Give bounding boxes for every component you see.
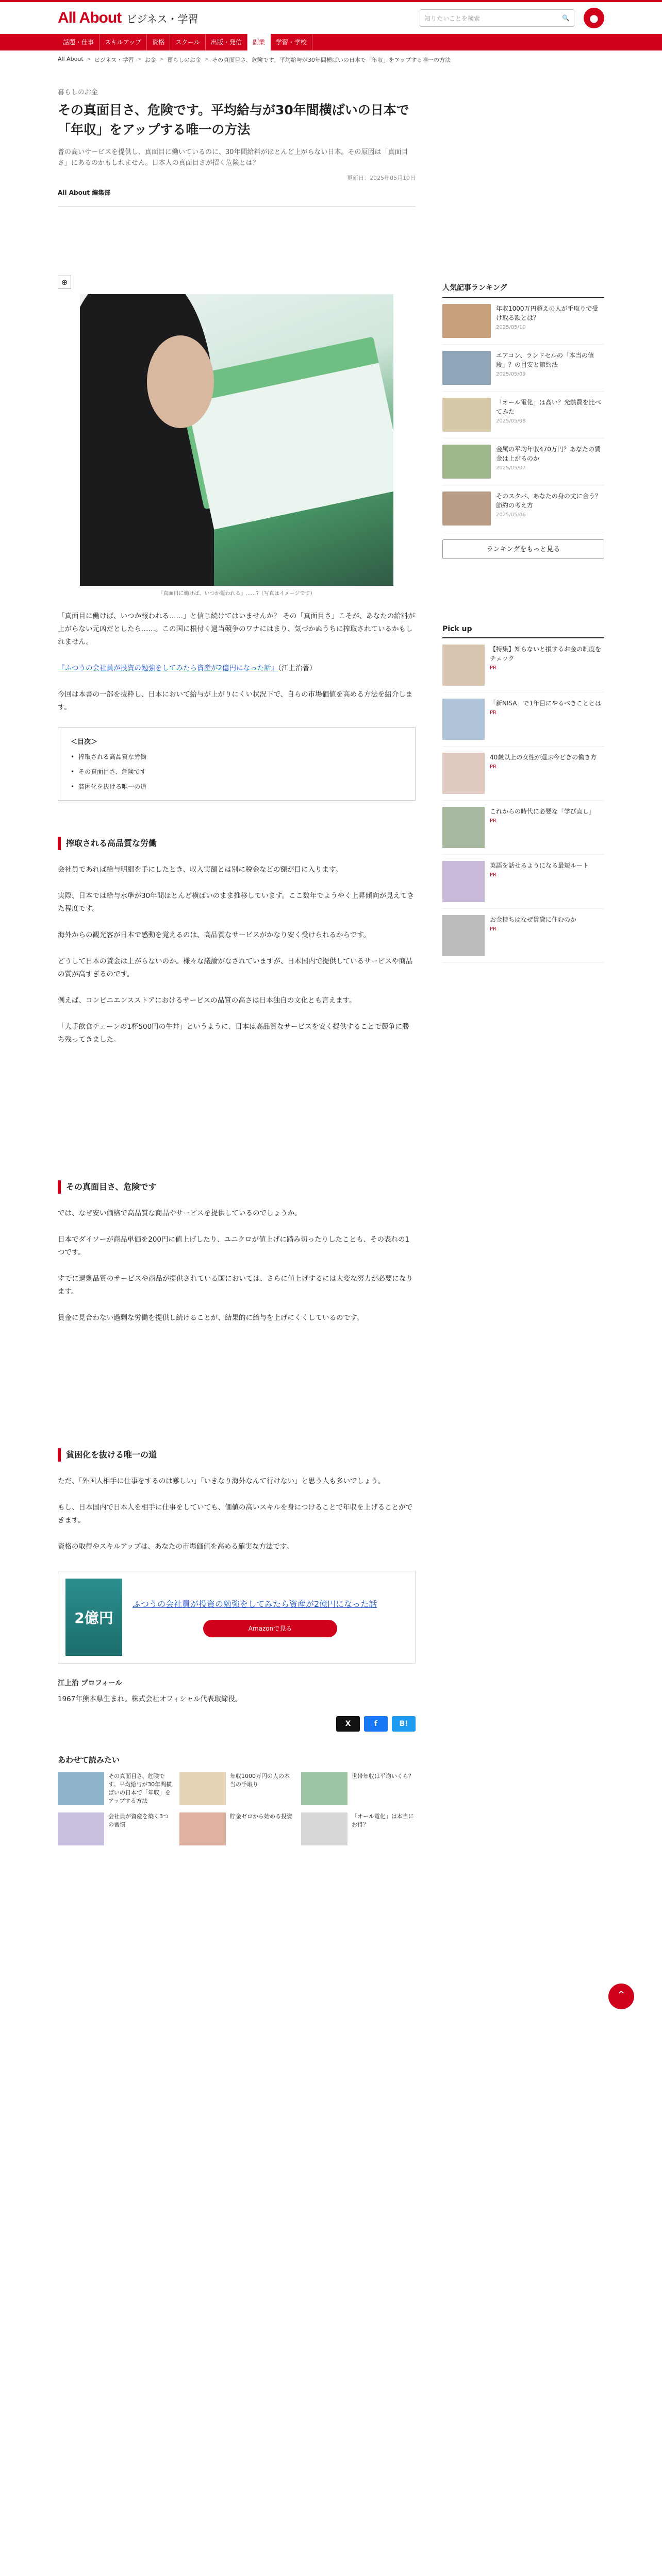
article-date: 更新日：2025年05月10日: [346, 175, 416, 181]
ranking-title-text[interactable]: 「オール電化」は高い？光熱費を比べてみた: [495, 399, 601, 415]
toc-item[interactable]: • その真面目さ、危険です: [71, 767, 403, 776]
ranking-thumbnail[interactable]: [442, 492, 491, 526]
ranking-text-wrap: [496, 492, 604, 526]
related-card[interactable]: [301, 1772, 416, 1805]
search-placeholder: 知りたいことを検索: [424, 14, 481, 22]
divider: [58, 206, 416, 207]
pickup-thumbnail[interactable]: [442, 861, 485, 902]
pickup-thumbnail[interactable]: [442, 645, 485, 686]
nav-item[interactable]: 副業: [247, 34, 271, 50]
pickup-thumbnail[interactable]: [442, 807, 485, 848]
related-card[interactable]: [179, 1772, 294, 1805]
pr-badge: PR: [489, 764, 496, 770]
table-of-contents: [58, 727, 416, 801]
related-card[interactable]: [301, 1812, 416, 1845]
related-thumbnail[interactable]: [301, 1812, 347, 1845]
ranking-thumbnail[interactable]: [442, 445, 491, 479]
pickup-text-wrap: [490, 753, 597, 794]
hero-hand: [147, 335, 214, 428]
related-text[interactable]: 世帯年収は平均いくら？: [351, 1773, 414, 1780]
profile-text: 1967年熊本県生まれ。株式会社オフィシャル代表取締役。: [58, 1695, 242, 1703]
book-link[interactable]: 『ふつうの会社員が投資の勉強をしてみたら資産が2億円になった話』: [58, 664, 278, 672]
related-thumbnail[interactable]: [58, 1812, 104, 1845]
related-text[interactable]: 会社員が資産を築く3つの習慣: [108, 1813, 169, 1828]
ranking-date: 2025/05/09: [495, 371, 526, 377]
pr-badge: PR: [489, 872, 496, 878]
nav-item[interactable]: スキルアップ: [100, 34, 147, 50]
sidebar: [442, 69, 604, 1845]
breadcrumb-item[interactable]: 暮らしのお金: [167, 57, 201, 63]
ranking-item[interactable]: [442, 345, 604, 392]
section-paragraph: ただ、「外国人相手に仕事をするのは難しい」「いきなり海外なんて行けない」と思う人も多いでしょう。: [58, 1477, 385, 1485]
book-banner[interactable]: [58, 1571, 416, 1664]
article-category[interactable]: 暮らしのお金: [58, 89, 98, 96]
toc-title: ＜目次＞: [71, 738, 98, 746]
section-paragraph: 「大手飲食チェーンの1杯500円の牛丼」というように、日本は高品質なサービスを安く提供することで競争に勝ち残ってきました。: [58, 1023, 409, 1044]
hatena-share-icon[interactable]: B!: [392, 1716, 416, 1732]
nav-item[interactable]: 出版・発信: [206, 34, 247, 50]
breadcrumb: [0, 50, 662, 69]
pickup-text[interactable]: 「新NISA」で1年目にやるべきこととは: [489, 700, 602, 707]
search-input[interactable]: [420, 9, 574, 27]
source-paragraph: [58, 662, 416, 675]
breadcrumb-item[interactable]: お金: [144, 57, 156, 63]
pickup-title: Pick up: [442, 625, 604, 638]
pickup-text[interactable]: 40歳以上の女性が選ぶ今どきの働き方: [489, 754, 597, 761]
ranking-title-text[interactable]: 金属の平均年収470万円？あなたの賃金は上がるのか: [495, 446, 601, 462]
pickup-item[interactable]: [442, 692, 604, 747]
related-text[interactable]: 年収1000万円の人の本当の手取り: [229, 1773, 290, 1788]
facebook-share-icon[interactable]: f: [364, 1716, 388, 1732]
section-paragraph: 実際、日本では給与水準が30年間ほとんど横ばいのまま推移しています。ここ数年でようやく上昇傾向が見えてきた程度です。: [58, 892, 415, 913]
ranking-thumbnail[interactable]: [442, 304, 491, 338]
intro-paragraph: 「真面目に働けば、いつか報われる……」と信じ続けてはいませんか？ その「真面目さ」こそが、あなたの給料が上がらない元凶だとしたら……。この国に根付く過当競争のワナにはまり、気づかぬうちに搾取されているかもしれません。: [58, 612, 415, 646]
ranking-title-text[interactable]: 年収1000万円超えの人が手取りで受け取る額とは？: [495, 305, 599, 321]
related-thumbnail[interactable]: [179, 1772, 226, 1805]
ranking-text-wrap: [496, 351, 604, 385]
pickup-thumbnail[interactable]: [442, 753, 485, 794]
section-paragraph: 資格の取得やスキルアップは、あなたの市場価値を高める確実な方法です。: [58, 1543, 293, 1551]
section-paragraph: では、なぜ安い価格で高品質な商品やサービスを提供しているのでしょうか。: [58, 1209, 302, 1217]
toc-item[interactable]: • 貧困化を抜ける唯一の道: [71, 782, 403, 791]
ranking-item[interactable]: [442, 298, 604, 345]
pickup-item[interactable]: [442, 747, 604, 801]
ranking-item[interactable]: [442, 485, 604, 532]
section-paragraph: もし、日本国内で日本人を相手に仕事をしていても、価値の高いスキルを身につけることで年収を上げることができます。: [58, 1503, 413, 1524]
section-paragraph: 会社員であれば給与明細を手にしたとき、収入実額とは別に税金などの額が目に入ります。: [58, 866, 342, 874]
article-title: その真面目さ、危険です。平均給与が30年間横ばいの日本で「年収」をアップする唯一の方法: [58, 103, 409, 137]
breadcrumb-item[interactable]: ビジネス・学習: [94, 57, 134, 63]
ranking-title: 人気記事ランキング: [442, 282, 604, 298]
intro-paragraph-2: 今回は本書の一部を抜粋し、日本において給与が上がりにくい状況下で、自らの市場価値を高める方法を紹介します。: [58, 690, 413, 711]
section-heading: 搾取される高品質な労働: [58, 837, 416, 850]
user-icon[interactable]: ●: [584, 8, 604, 28]
pr-badge: PR: [489, 926, 496, 932]
ranking-more-button[interactable]: ランキングをもっと見る: [442, 539, 604, 559]
pickup-text[interactable]: 【特集】知らないと損するお金の制度をチェック: [489, 646, 601, 662]
site-logo[interactable]: All About: [58, 9, 122, 26]
ranking-text-wrap: [496, 398, 604, 432]
ranking-date: 2025/05/06: [495, 512, 526, 518]
ranking-date: 2025/05/08: [495, 418, 526, 424]
pickup-thumbnail[interactable]: [442, 915, 485, 956]
x-share-icon[interactable]: X: [336, 1716, 360, 1732]
pr-badge: PR: [489, 665, 496, 671]
related-title: あわせて読みたい: [58, 1755, 120, 1765]
breadcrumb-separator: >: [137, 56, 142, 62]
category-nav: [0, 34, 662, 50]
article-author[interactable]: All About 編集部: [58, 189, 111, 196]
breadcrumb-item: その真面目さ、危険です。平均給与が30年間横ばいの日本で「年収」をアップする唯一の方法: [212, 57, 451, 63]
pickup-text[interactable]: これからの時代に必要な「学び直し」: [489, 808, 595, 815]
ranking-item[interactable]: [442, 438, 604, 485]
nav-item[interactable]: 話題・仕事: [58, 34, 100, 50]
breadcrumb-separator: >: [159, 56, 164, 62]
related-text[interactable]: その真面目さ、危険です。平均給与が30年間横ばいの日本で「年収」をアップする方法: [108, 1773, 172, 1804]
related-text[interactable]: 「オール電化」は本当にお得？: [351, 1813, 414, 1828]
nav-item[interactable]: 資格: [147, 34, 170, 50]
related-card[interactable]: [58, 1812, 172, 1845]
pickup-item[interactable]: [442, 638, 604, 692]
pickup-text-wrap: [490, 807, 595, 848]
ranking-date: 2025/05/07: [495, 465, 526, 471]
ranking-text-wrap: [496, 304, 604, 338]
ranking-title-text[interactable]: そのスタバ、あなたの身の丈に合う？節約の考え方: [495, 493, 601, 509]
image-caption: 『真面目に働けば、いつか報われる』……?（写真はイメージです）: [158, 591, 316, 597]
book-banner-title[interactable]: ふつうの会社員が投資の勉強をしてみたら資産が2億円になった話: [133, 1599, 377, 1609]
section-paragraph: 海外からの観光客が日本で感動を覚えるのは、高品質なサービスがかなり安く受けられるからです。: [58, 931, 371, 939]
section-paragraph: 賃金に見合わない過剰な労働を提供し続けることが、結果的に給与を上げにくくしているのです。: [58, 1314, 363, 1322]
pickup-thumbnail[interactable]: [442, 699, 485, 740]
ranking-date: 2025/05/10: [495, 325, 526, 330]
related-text[interactable]: 貯金ゼロから始める投資: [229, 1813, 292, 1820]
related-thumbnail[interactable]: [301, 1772, 347, 1805]
article-lead: 普の高いサービスを提供し、真面目に働いているのに、30年間給料がほとんど上がらない日本。その原因は「真面目さ」にあるのかもしれません。日本人の真面目さが招く危険とは？: [58, 148, 408, 167]
breadcrumb-separator: >: [86, 56, 91, 62]
profile-title: 江上治 プロフィール: [58, 1679, 122, 1687]
zoom-icon[interactable]: ⊕: [58, 276, 71, 289]
pickup-item[interactable]: [442, 855, 604, 909]
pickup-text-wrap: [490, 915, 576, 956]
site-section-name[interactable]: ビジネス・学習: [126, 12, 198, 25]
ranking-text-wrap: [496, 445, 604, 479]
nav-item[interactable]: スクール: [170, 34, 206, 50]
pickup-text-wrap: [490, 645, 604, 686]
book-link-suffix: （江上治著）: [278, 664, 317, 672]
ranking-thumbnail[interactable]: [442, 398, 491, 432]
section-paragraph: 日本でダイソーが商品単価を200円に値上げしたり、ユニクロが値上げに踏み切ったりしたことも、その表れの1つです。: [58, 1235, 410, 1257]
breadcrumb-separator: >: [204, 56, 209, 62]
search-icon[interactable]: 🔍: [562, 14, 570, 22]
section-heading: その真面目さ、危険です: [58, 1180, 416, 1194]
related-thumbnail[interactable]: [58, 1772, 104, 1805]
hero-image: [80, 294, 393, 586]
pickup-item[interactable]: [442, 801, 604, 855]
ranking-thumbnail[interactable]: [442, 351, 491, 385]
pr-badge: PR: [489, 818, 496, 824]
ranking-title-text[interactable]: エアコン、ランドセルの「本当の値段」？の目安と節約法: [495, 352, 594, 368]
share-bar: [58, 1716, 416, 1732]
ranking-item[interactable]: [442, 392, 604, 438]
section-paragraph: すでに過剰品質のサービスや商品が提供されている国においては、さらに値上げするには大変な努力が必要になります。: [58, 1275, 413, 1296]
pickup-text-wrap: [490, 861, 589, 902]
amazon-button[interactable]: Amazonで見る: [203, 1620, 337, 1637]
nav-item[interactable]: 学習・学校: [271, 34, 312, 50]
toc-item[interactable]: • 搾取される高品質な労働: [71, 752, 403, 761]
related-card[interactable]: [58, 1772, 172, 1805]
site-header: [0, 2, 662, 34]
breadcrumb-item[interactable]: All About: [58, 56, 84, 62]
book-cover[interactable]: 2億円: [65, 1579, 122, 1656]
pickup-text[interactable]: 英語を話せるようになる最短ルート: [489, 862, 589, 869]
pickup-text[interactable]: お金持ちはなぜ賃貸に住むのか: [489, 916, 576, 923]
section-heading: 貧困化を抜ける唯一の道: [58, 1448, 416, 1462]
pickup-text-wrap: [490, 699, 601, 740]
section-paragraph: 例えば、コンビニエンスストアにおけるサービスの品質の高さは日本独自の文化とも言えます。: [58, 996, 356, 1005]
related-thumbnail[interactable]: [179, 1812, 226, 1845]
article-main: [58, 69, 416, 1845]
section-paragraph: どうして日本の賃金は上がらないのか。様々な議論がなされていますが、日本国内で提供しているサービスや商品の質が高すぎるのです。: [58, 957, 413, 978]
pr-badge: PR: [489, 710, 496, 716]
related-articles: [58, 1754, 416, 1845]
scroll-top-button[interactable]: ⌃: [608, 1984, 634, 2009]
pickup-item[interactable]: [442, 909, 604, 963]
related-card[interactable]: [179, 1812, 294, 1845]
